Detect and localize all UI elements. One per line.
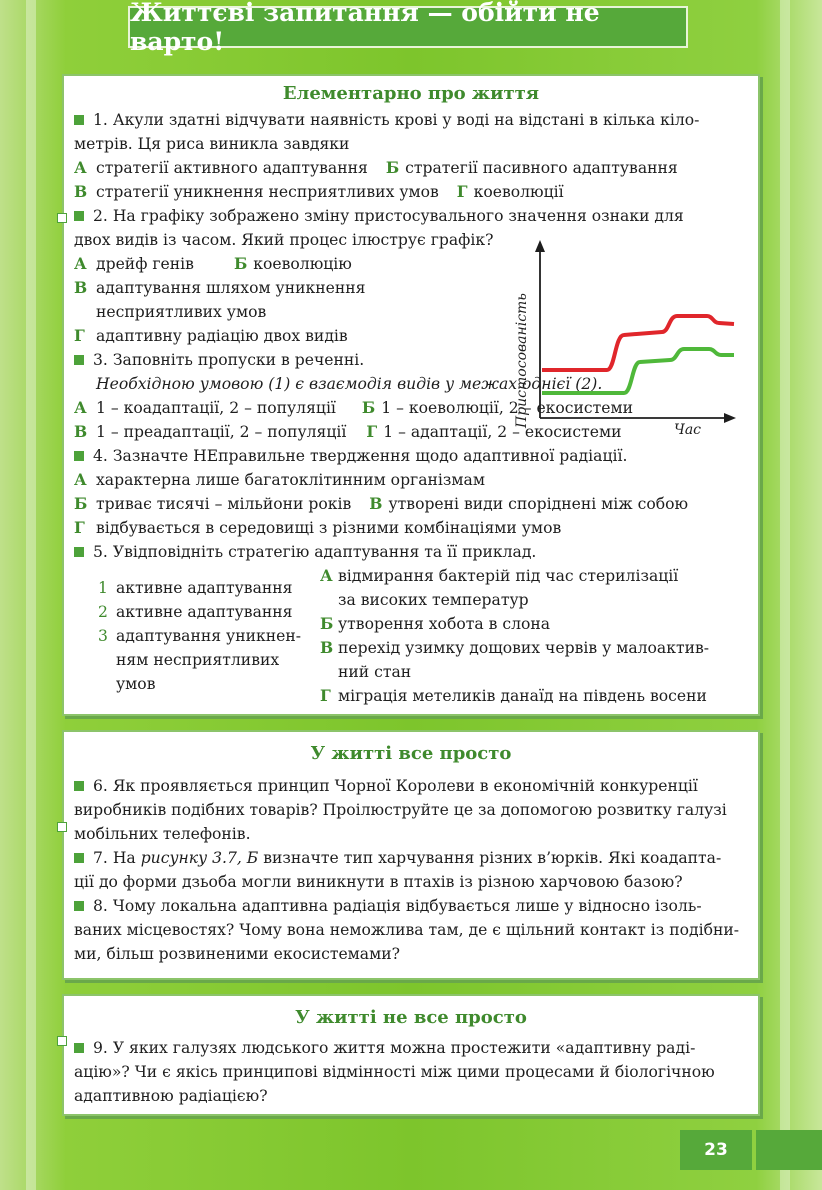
square-bullet-icon	[74, 211, 84, 221]
margin-marker	[57, 1036, 67, 1046]
strategy-item: 3 адаптування уникнен-	[98, 627, 302, 645]
card-title: Елементарно про життя	[282, 83, 540, 104]
question-4: 4. Зазначте НЕправильне твердження щодо адаптивної радіації. А характерна лише багатоклітинним організмам Б триває тисячі – мільйони років В утворені види споріднені між собою Г відбувається в середовищі з різними комбінаціями умов	[74, 444, 748, 540]
answer-option[interactable]: Г адаптивну радіацію двох видів	[74, 326, 348, 345]
example-item: Б утворення хобота в слона	[320, 614, 551, 633]
question-3: 3. Заповніть пропуски в реченні. Необхідною умовою (1) є взаємодія видів у межах однієї (2). А 1 – коадаптації, 2 – популяції Б 1 – коеволюції, 2 – екосистеми В 1 – преадаптації, 2 – популяції Г 1 – адаптації, 2 – екосистеми	[74, 348, 748, 444]
answer-option[interactable]: А дрейф генів Б коеволюцію	[74, 254, 352, 273]
card-title: У житті все просто	[310, 743, 512, 764]
answer-option[interactable]: В 1 – преадаптації, 2 – популяції Г 1 – адаптації, 2 – екосистеми	[74, 422, 622, 441]
page-header: Життєві запитання — обійти не варто!	[128, 6, 688, 48]
card-elementary	[62, 74, 760, 716]
card-not-simple-life	[62, 994, 760, 1116]
answer-option[interactable]: В адаптування шляхом уникнення	[74, 278, 366, 297]
page-number-bar	[756, 1130, 822, 1170]
page-number: 23	[680, 1130, 752, 1170]
strategy-item: 1 активне адаптування	[98, 579, 293, 597]
square-bullet-icon	[74, 901, 84, 911]
chart-xlabel: Час	[674, 422, 702, 438]
answer-option[interactable]: Б триває тисячі – мільйони років В утворені види споріднені між собою	[74, 494, 689, 513]
card-title: У житті не все просто	[295, 1007, 527, 1028]
background-stripe	[26, 0, 36, 1190]
card-simple-life	[62, 730, 760, 980]
answer-option[interactable]: А 1 – коадаптації, 2 – популяції Б 1 – коеволюції, 2 – екосистеми	[74, 398, 634, 417]
x-axis-arrow-icon	[724, 413, 736, 423]
square-bullet-icon	[74, 853, 84, 863]
fitness-chart	[512, 228, 742, 438]
matching-left-column: 1 активне адаптування 2 активне адаптування 3 адаптування уникнен- ням несприятливих умов	[74, 564, 320, 708]
question-8: 8. Чому локальна адаптивна радіація відбувається лише у відносно ізоль- ваних місцевостях? Чому вона неможлива там, де є щільний контакт із подібни- ми, більш розвиненими екосистемами?	[74, 897, 740, 963]
question-6: 6. Як проявляється принцип Чорної Королеви в економічній конкуренції виробників подібних товарів? Проілюструйте це за допомогою розвитку галузі мобільних телефонів.	[74, 777, 727, 843]
y-axis-arrow-icon	[535, 240, 545, 252]
answer-option[interactable]: Г відбувається в середовищі з різними комбінаціями умов	[74, 518, 562, 537]
answer-option[interactable]: В стратегії уникнення несприятливих умов Г коеволюції	[74, 182, 564, 201]
square-bullet-icon	[74, 451, 84, 461]
example-item: Г міграція метеликів данаїд на південь восени	[320, 686, 707, 705]
background-stripe	[780, 0, 790, 1190]
answer-option[interactable]: А характерна лише багатоклітинним організмам	[74, 470, 485, 489]
square-bullet-icon	[74, 1043, 84, 1053]
answer-option[interactable]: А стратегії активного адаптування Б стратегії пасивного адаптування	[74, 158, 678, 177]
margin-marker	[57, 213, 67, 223]
example-item: В перехід узимку дощових червів у малоактив-	[320, 638, 710, 657]
square-bullet-icon	[74, 115, 84, 125]
example-item: А відмирання бактерій під час стерилізації	[320, 566, 679, 585]
question-9: 9. У яких галузях людського життя можна простежити «адаптивну раді- ацію»? Чи є якісь принципові відмінності між цими процесами й біологічною адаптивною радіацією?	[74, 1039, 715, 1105]
question-5: 5. Увідповідніть стратегію адаптування та її приклад. 1 активне адаптування 2 активне адаптування 3 адаптування уникнен- ням несприятливих умов А відмирання бактерій під час стерилізації за високих температур Б утворення хобота в слона В перехід узимку дощових червів у малоактив- ний стан Г міграція метеликів данаїд на південь восени	[74, 540, 748, 708]
question-7: 7. На рисунку 3.7, Б визначте тип харчування різних в’юрків. Які коадапта- ції до форми дзьоба могли виникнути в птахів із різною харчовою базою?	[74, 849, 722, 891]
matching-table	[74, 564, 748, 708]
question-2: 2. На графіку зображено зміну пристосувального значення ознаки для двох видів із часом. Який процес ілюструє графік? А дрейф генів Б коеволюцію В адаптування шляхом уникнення несприятливих умов Г адаптивну радіацію двох видів	[74, 204, 748, 348]
strategy-item: 2 активне адаптування	[98, 603, 293, 621]
square-bullet-icon	[74, 781, 84, 791]
matching-right-column: А відмирання бактерій під час стерилізації за високих температур Б утворення хобота в слона В перехід узимку дощових червів у малоактив- ний стан Г міграція метеликів данаїд на південь восени	[320, 564, 709, 708]
square-bullet-icon	[74, 547, 84, 557]
question-1: 1. Акули здатні відчувати наявність крові у воді на відстані в кілька кіло- метрів. Ця риса виникла завдяки А стратегії активного адаптування Б стратегії пасивного адаптування В стратегії уникнення несприятливих умов Г коеволюції	[74, 108, 748, 204]
square-bullet-icon	[74, 355, 84, 365]
margin-marker	[57, 822, 67, 832]
chart-ylabel: Пристосованість	[514, 293, 530, 428]
